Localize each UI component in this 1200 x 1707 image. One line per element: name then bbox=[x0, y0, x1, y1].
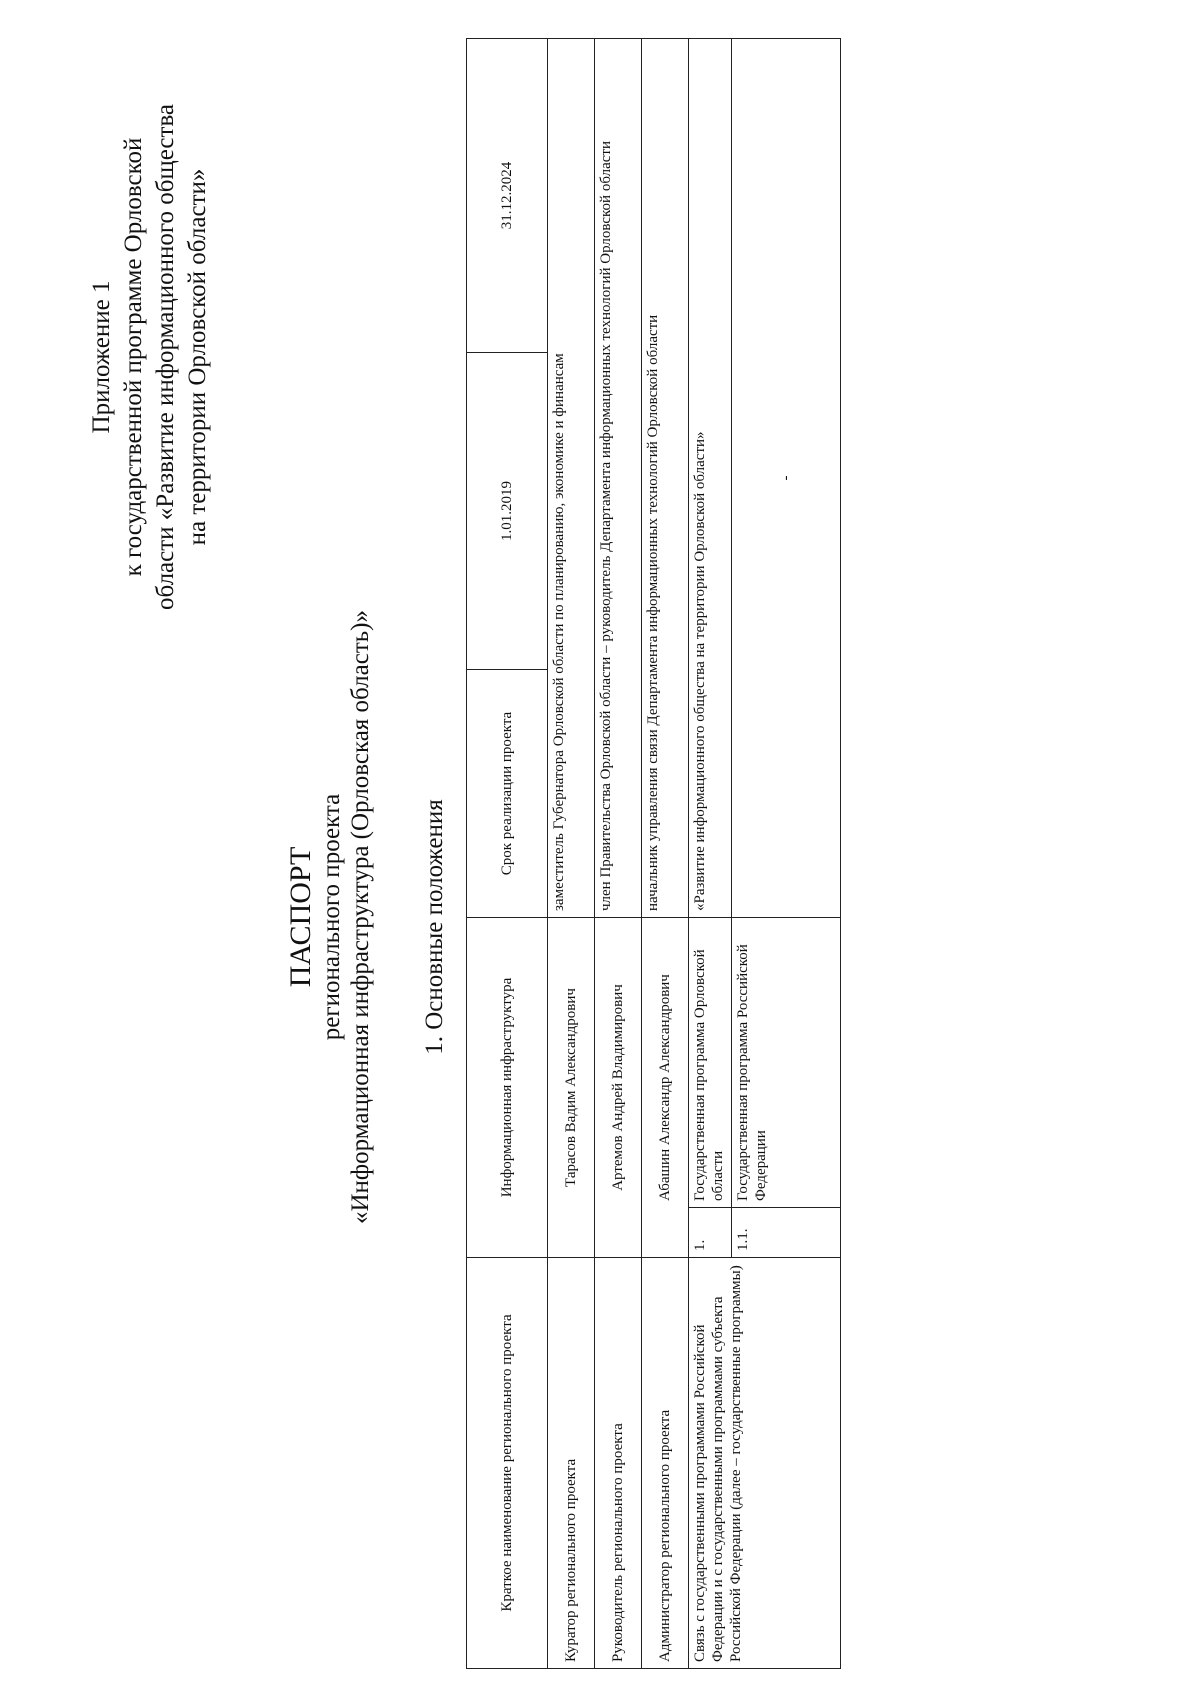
row-head-name: Артемов Андрей Владимирович bbox=[595, 918, 642, 1258]
table-row bbox=[548, 39, 595, 1669]
annex-header bbox=[86, 77, 214, 637]
table-row bbox=[467, 39, 548, 1669]
passport-table bbox=[466, 38, 841, 1669]
document-title bbox=[284, 527, 376, 1307]
table-row bbox=[689, 39, 732, 1669]
row-programs-label: Связь с государственными программами Российской Федерации и с государственными программами субъекта Российской Федерации (далее – государственные программы) bbox=[689, 1258, 841, 1669]
title-line-2: регионального проекта bbox=[318, 793, 345, 1041]
row-term-end: 31.12.2024 bbox=[467, 39, 548, 353]
row-admin-position: начальник управления связи Департамента информационных технологий Орловской области bbox=[642, 39, 689, 918]
annex-line-3: области «Развитие информационного общества bbox=[152, 103, 179, 611]
row-programs-program-2: Государственная программа Российской Федерации bbox=[732, 918, 841, 1208]
table-row bbox=[642, 39, 689, 1669]
row-curator-position: заместитель Губернатора Орловской области по планированию, экономике и финансам bbox=[548, 39, 595, 918]
table-row bbox=[595, 39, 642, 1669]
row-programs-program-1: Государственная программа Орловской области bbox=[689, 918, 732, 1208]
title-line-3: «Информационная инфраструктура (Орловская область)» bbox=[347, 610, 374, 1224]
annex-line-4: на территории Орловской области» bbox=[184, 168, 211, 546]
row-programs-num-1: 1. bbox=[689, 1208, 732, 1258]
annex-line-1: Приложение 1 bbox=[88, 280, 115, 434]
row-term-start: 1.01.2019 bbox=[467, 353, 548, 670]
row-admin-name: Абашин Александр Александрович bbox=[642, 918, 689, 1258]
row-programs-num-2: 1.1. bbox=[732, 1208, 841, 1258]
row-term-label: Срок реализации проекта bbox=[467, 670, 548, 918]
row-head-position: член Правительства Орловской области – руководитель Департамента информационных технологий Орловской области bbox=[595, 39, 642, 918]
row-curator-name: Тарасов Вадим Александрович bbox=[548, 918, 595, 1258]
annex-line-2: к государственной программе Орловской bbox=[120, 137, 147, 577]
title-main: ПАСПОРТ bbox=[284, 846, 317, 988]
row-short-name-label: Краткое наименование регионального проекта bbox=[467, 1258, 548, 1669]
row-curator-label: Куратор регионального проекта bbox=[548, 1258, 595, 1669]
row-admin-label: Администратор регионального проекта bbox=[642, 1258, 689, 1669]
row-programs-value-1: «Развитие информационного общества на территории Орловской области» bbox=[689, 39, 732, 918]
row-short-name-value: Информационная инфраструктура bbox=[467, 918, 548, 1258]
row-programs-value-2: - bbox=[732, 39, 841, 918]
section-heading: 1. Основные положения bbox=[421, 799, 448, 1055]
row-head-label: Руководитель регионального проекта bbox=[595, 1258, 642, 1669]
